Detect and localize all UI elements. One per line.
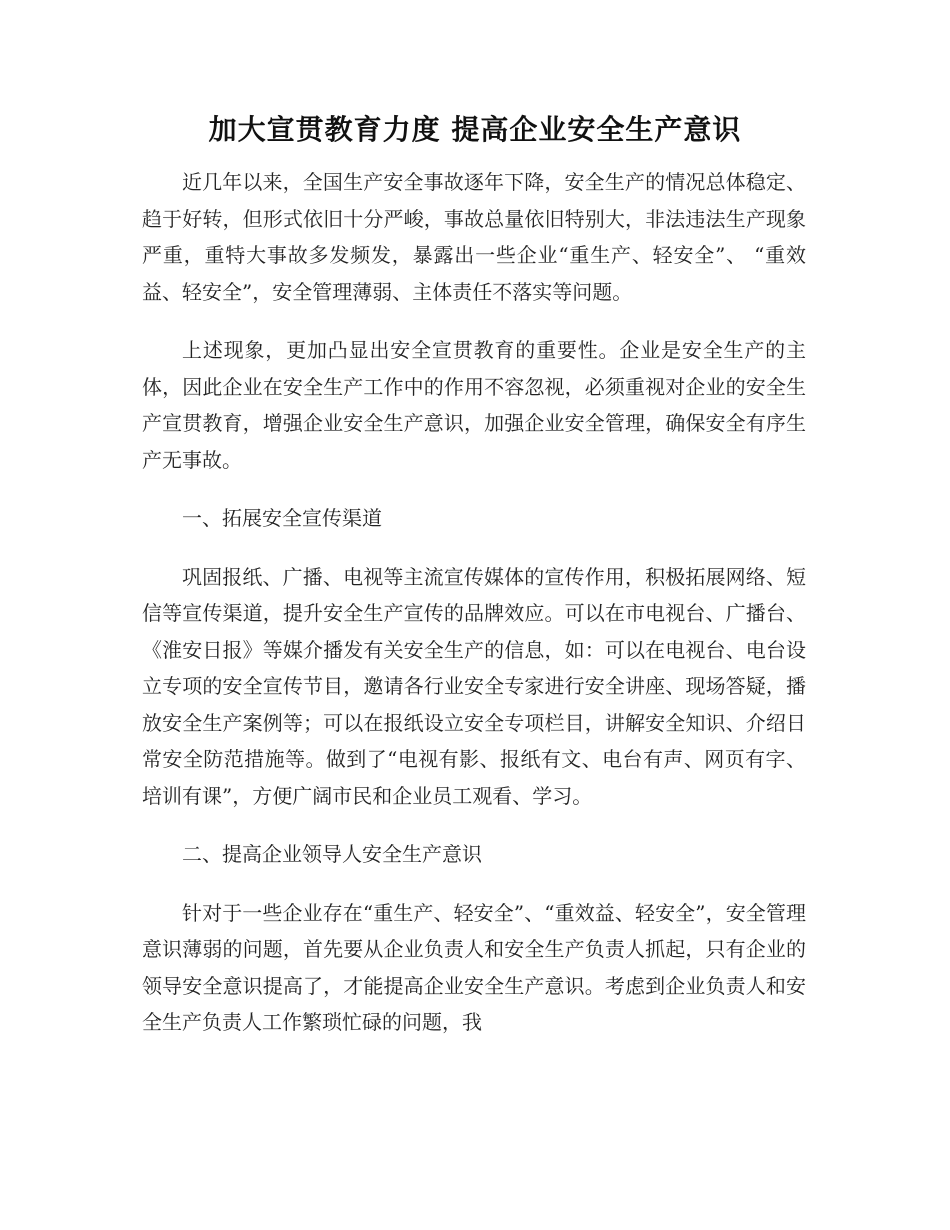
paragraph-1: 近几年以来，全国生产安全事故逐年下降，安全生产的情况总体稳定、趋于好转，但形式依旧十分严峻，事故总量依旧特别大，非法违法生产现象严重，重特大事故多发频发，暴露出一些企业“重生产、轻安全”、 “重效益、轻安全”，安全管理薄弱、主体责任不落实等问题。 bbox=[142, 170, 806, 304]
document-title: 加大宣贯教育力度 提高企业安全生产意识 bbox=[208, 113, 742, 146]
section-heading-1: 一、拓展安全宣传渠道 bbox=[182, 506, 382, 530]
paragraph-gap bbox=[142, 873, 806, 895]
paragraph-2: 上述现象，更加凸显出安全宣贯教育的重要性。企业是安全生产的主体，因此企业在安全生产工作中的作用不容忽视，必须重视对企业的安全生产宣贯教育，增强企业安全生产意识，加强企业安全管理，确保安全有序生产无事故。 bbox=[142, 338, 806, 472]
document-body bbox=[142, 164, 806, 1041]
paragraph-gap bbox=[142, 478, 806, 500]
paragraph-3: 巩固报纸、广播、电视等主流宣传媒体的宣传作用，积极拓展网络、短信等宣传渠道，提升安全生产宣传的品牌效应。可以在市电视台、广播台、《淮安日报》等媒介播发有关安全生产的信息，如：可以在电视台、电台设立专项的安全宣传节目，邀请各行业安全专家进行安全讲座、现场答疑，播放安全生产案例等；可以在报纸设立安全专项栏目，讲解安全知识、介绍日常安全防范措施等。做到了“电视有影、报纸有文、电台有声、网页有字、培训有课”，方便广阔市民和企业员工观看、学习。 bbox=[142, 564, 806, 808]
paragraph-gap bbox=[142, 537, 806, 559]
section-heading-2: 二、提高企业领导人安全生产意识 bbox=[182, 842, 482, 866]
paragraph-gap bbox=[142, 310, 806, 332]
paragraph-4: 针对于一些企业存在“重生产、轻安全”、“重效益、轻安全”，安全管理意识薄弱的问题，首先要从企业负责人和安全生产负责人抓起，只有企业的领导安全意识提高了，才能提高企业安全生产意识。考虑到企业负责人和安全生产负责人工作繁琐忙碌的问题，我 bbox=[142, 900, 806, 1034]
paragraph-gap bbox=[142, 814, 806, 836]
